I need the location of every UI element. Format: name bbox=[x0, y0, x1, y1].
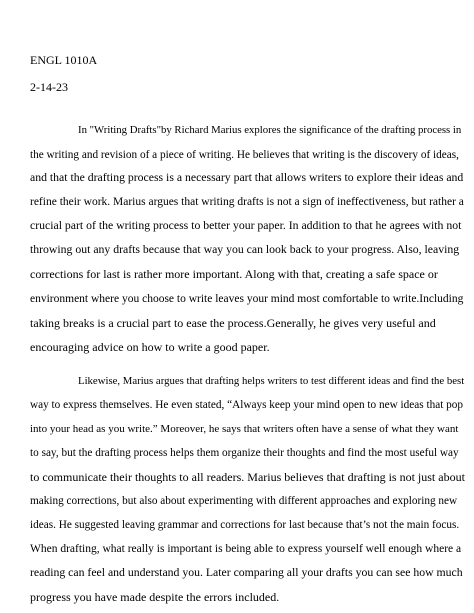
paragraph-line: making corrections, but also about experimenting with different approaches and exploring new bbox=[30, 495, 458, 507]
paragraph-line: Likewise, Marius argues that drafting helps writers to test different ideas and find the best bbox=[78, 375, 465, 387]
paragraph-line: throwing out any drafts because that way you can look back to your progress. Also, leaving bbox=[30, 243, 460, 256]
paragraph-line: into your head as you write.” Moreover, he says that writers often have a sense of what they want bbox=[30, 423, 459, 435]
paragraph-line: the writing and revision of a piece of writing. He believes that writing is the discovery of ideas, bbox=[30, 149, 459, 161]
paragraph-line: and that the drafting process is a necessary part that allows writers to explore their ideas and bbox=[30, 171, 464, 184]
course-label: ENGL 1010A bbox=[30, 53, 98, 67]
paragraph-line: to communicate their thoughts to all readers. Marius believes that drafting is not just about bbox=[30, 470, 465, 484]
paragraph-line: corrections for last is rather more important. Along with that, creating a safe space or bbox=[30, 267, 438, 281]
paragraph-line: In "Writing Drafts"by Richard Marius explores the significance of the drafting process in bbox=[78, 124, 462, 136]
paragraph-line: way to express themselves. He even stated, “Always keep your mind open to new ideas that pop bbox=[30, 399, 464, 411]
paragraph-line: to say, but the drafting process helps them organize their thoughts and find the most useful way bbox=[30, 447, 459, 459]
paragraph-line: encouraging advice on how to write a good paper. bbox=[30, 340, 270, 354]
paragraph-line: When drafting, what really is important is being able to express yourself well enough where a bbox=[30, 543, 462, 555]
paragraph-line: environment where you choose to write leaves your mind most comfortable to write.Including bbox=[30, 293, 464, 305]
paragraph-line: ideas. He suggested leaving grammar and corrections for last because that’s not the main focus. bbox=[30, 519, 460, 531]
paragraph-line: reading can feel and understand you. Later comparing all your drafts you can see how much bbox=[30, 566, 463, 579]
paragraph-line: taking breaks is a crucial part to ease the process.Generally, he gives very useful and bbox=[30, 316, 436, 330]
paragraph-line: refine their work. Marius argues that writing drafts is not a sign of ineffectiveness, but rather a bbox=[30, 196, 464, 208]
paragraph-line: crucial part of the writing process to better your paper. In addition to that he agrees with not bbox=[30, 219, 462, 232]
date-label: 2-14-23 bbox=[30, 80, 68, 94]
paragraph-line: progress you have made despite the errors included. bbox=[30, 590, 280, 604]
